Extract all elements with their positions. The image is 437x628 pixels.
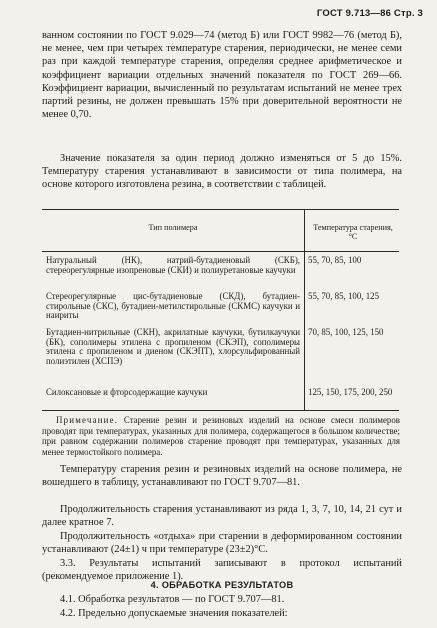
paragraph-rest-period: Продолжительность «отдыха» при старении в деформированном состоянии устанавливают (24±1) ч при температуре (23±2)°С. [42,531,402,556]
polymer-cell: Стереорегулярные цис-бутадиеновые (СКД), бутадиен-стирольные (СКС), бутадиен-метилстирольные (СКМС) каучуки и наириты [46,291,300,321]
paragraph-other-polymers: Температуру старения резин и резиновых изделий на основе полимера, не вошедшего в таблицу, устанавливают по ГОСТ 9.707—81. [42,464,402,489]
paragraph-temperature-change: Значение показателя за один период должно изменяться от 5 до 15%. Температуру старения устанавливают в зависимости от типа полимера, на основе которого изготовлена резина, в соответствии с таблицей. [42,153,402,191]
note-label: Примечание. [56,415,119,425]
paragraph-method: ванном состоянии по ГОСТ 9.029—74 (метод Б) или ГОСТ 9982—76 (метод Б), не менее, чем при четырех температуре старения, периодически, не менее семи раз при каждой температуре старения, определяя среднее арифметическое и коэффициент вариации отдельных значений показателя по ГОСТ 269—66. Коэффициент вариации, вычисленный по результатам испытаний не менее трех партий резины, не должен превышать 15% при доверительной вероятности не менее 0,70. [42,30,402,121]
note-text: Старение резин и резиновых изделий на основе смеси полимеров проводят при температурах, указанных для полимера, содержащегося в большом количестве; при равном содержании полимеров старение проводят при температурах, указанных для менее термостойкого полимера. [42,415,400,457]
section-title: 4. ОБРАБОТКА РЕЗУЛЬТАТОВ [150,580,294,590]
temperature-cell: 70, 85, 100, 125, 150 [308,327,384,337]
page-header: ГОСТ 9.713—86 Стр. 3 [316,8,423,19]
table-column-divider [304,210,305,410]
polymer-cell: Бутадиен-нитрильные (СКН), акрилатные каучуки, бутилкаучуки (БК), сополимеры этилена с пропиленом (СКЭП), сополимеры этилена с пропиленом и диеном (СКЭПТ), хлорсульфированный полиэтилен (ХСПЭ) [46,327,300,366]
polymer-cell: Силоксановые и фторсодержащие каучуки [46,387,208,397]
paragraph-results-record: 3.3. Результаты испытаний записывают в протокол испытаний (рекомендуемое приложение 1). [42,558,402,583]
temperature-cell: 55, 70, 85, 100, 125 [308,291,379,301]
temperature-cell: 125, 150, 175, 200, 250 [308,387,393,397]
paragraph-duration: Продолжительность старения устанавливают из ряда 1, 3, 7, 10, 14, 21 сут и далее кратное 7. [42,504,402,529]
table-header-row [42,210,399,252]
aging-temperature-table [42,209,399,411]
paragraph-processing: 4.1. Обработка результатов — по ГОСТ 9.707—81. [60,594,285,605]
table-header-temperature: Температура старения, °С [313,223,393,241]
table-note [42,415,400,457]
temperature-cell: 55, 70, 85, 100 [308,255,362,265]
table-header-polymer: Тип полимера [148,223,198,232]
paragraph-limits: 4.2. Предельно допускаемые значения показателей: [60,608,288,619]
polymer-cell: Натуральный (НК), натрий-бутадиеновый (СКБ), стереорегулярные изопреновые (СКИ) и полиуретановые каучуки [46,255,300,275]
